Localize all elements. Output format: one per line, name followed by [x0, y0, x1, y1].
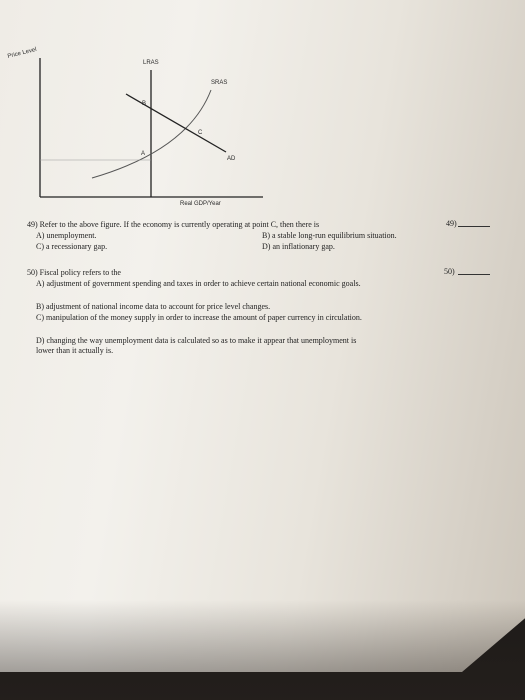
q49-option-b: B) a stable long-run equilibrium situation.: [262, 231, 397, 240]
q50-answer-blank[interactable]: [458, 274, 490, 275]
q49-answer-blank[interactable]: [458, 226, 490, 227]
economics-graph: [0, 0, 525, 230]
y-axis-label: Price Level: [7, 46, 38, 60]
point-b-label: B: [142, 101, 147, 107]
x-axis-label: Real GDP/Year: [180, 201, 221, 207]
q50-option-d: D) changing the way unemployment data is calculated so as to make it appear that unemployment is lower than it actually is.: [36, 336, 357, 355]
q49-number: 49): [446, 219, 457, 228]
point-a-label: A: [141, 151, 146, 157]
q50-stem: 50) Fiscal policy refers to the: [27, 268, 121, 277]
sras-label: SRAS: [211, 80, 228, 86]
q49-option-d: D) an inflationary gap.: [262, 242, 335, 251]
ad-line: [126, 94, 226, 152]
lras-label: LRAS: [143, 60, 159, 66]
q49-stem: 49) Refer to the above figure. If the economy is currently operating at point C, then there is: [27, 220, 320, 229]
ad-label: AD: [227, 156, 236, 162]
q50-option-c: C) manipulation of the money supply in order to increase the amount of paper currency in circulation.: [36, 313, 362, 322]
q50-option-a: A) adjustment of government spending and taxes in order to achieve certain national economic goals.: [36, 279, 361, 288]
q49-option-a: A) unemployment.: [36, 231, 97, 240]
point-c-label: C: [198, 130, 203, 136]
q49-option-c: C) a recessionary gap.: [36, 242, 108, 251]
q50-number: 50): [444, 267, 455, 276]
q50-option-b: B) adjustment of national income data to account for price level changes.: [36, 302, 271, 311]
paper-shadow: [0, 600, 525, 700]
